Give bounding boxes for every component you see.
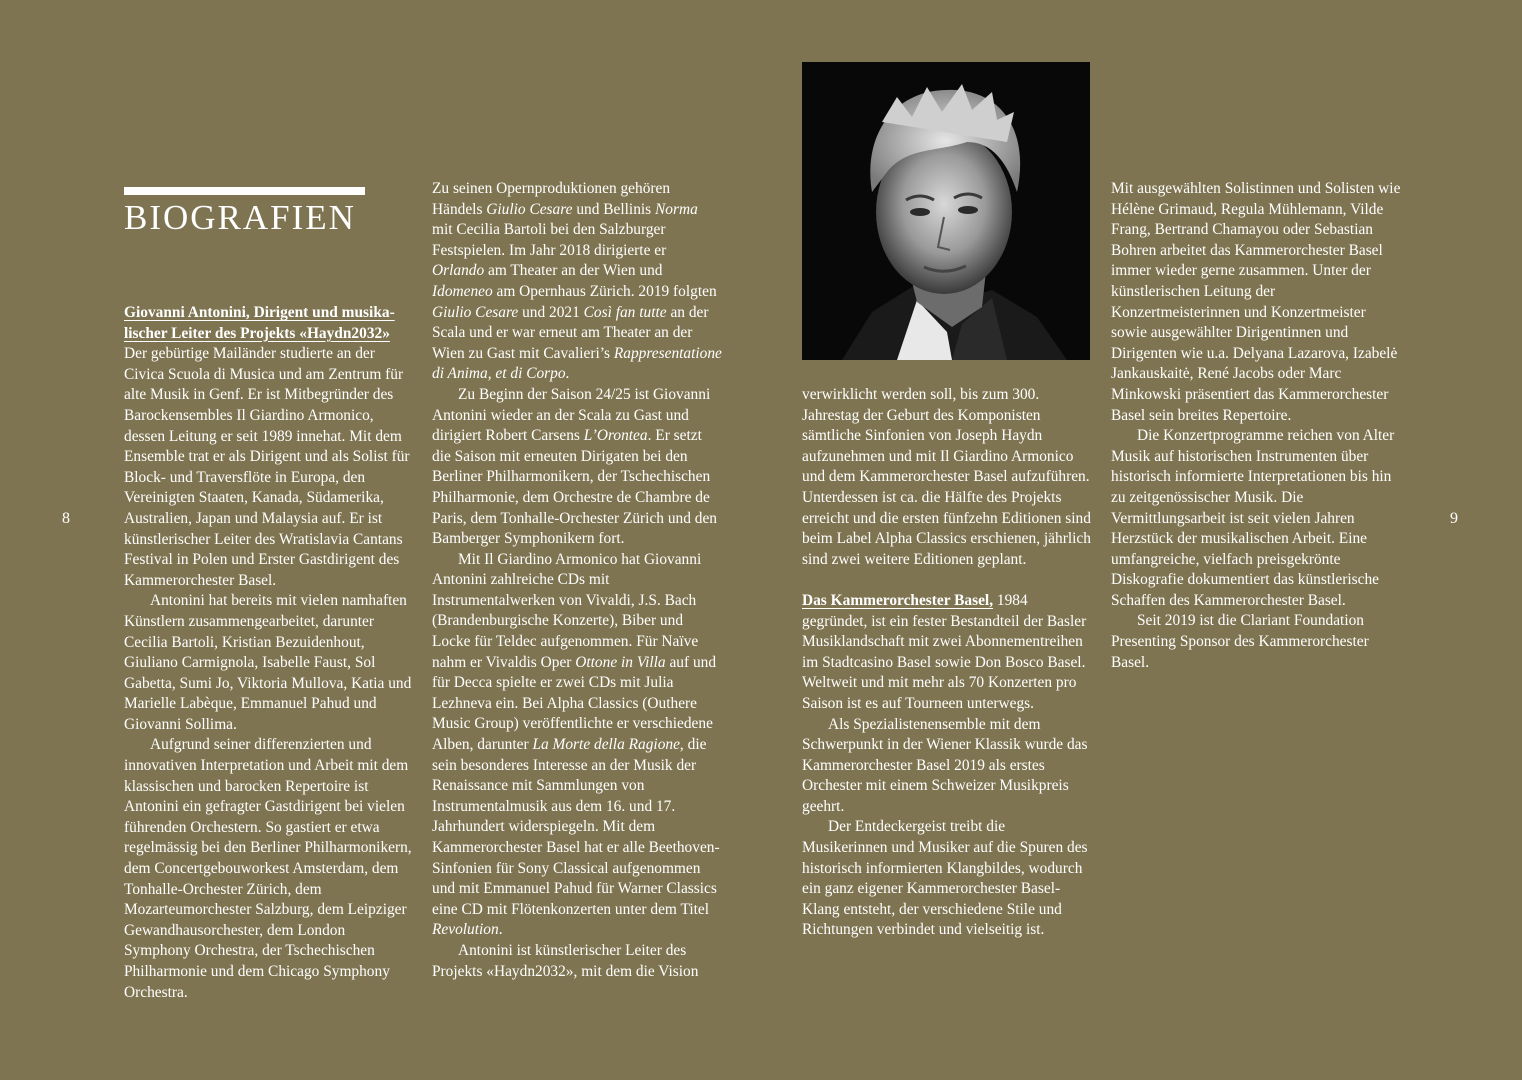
kammerorchester-lead: Das Kammerorchester Basel, 1984 gegründet, ist ein fester Bestandteil der Basler Musiklandschaft mit zwei Abonnementreihen im Stadtcasino Basel sowie Don Bosco Basel. Weltweit und mit mehr als 70 Konzerten pro Saison ist es auf Tourneen unterwegs.	[802, 591, 1087, 712]
antonini-heading: Giovanni Antonini, Dirigent und musika-lischer Leiter des Projekts «Haydn2032»	[124, 304, 395, 342]
page-number-left: 8	[62, 510, 70, 527]
paragraph: Der gebürtige Mailänder studierte an der Civica Scuola di Musica und am Zentrum für alte Musik in Genf. Er ist Mitbegründer des Barockensembles Il Giardino Armonico, dessen Leitung er seit 1989 innehat. Mit dem Ensemble trat er als Dirigent und als Solist für Block- und Traversflöte in Europa, den Vereinigten Staaten, Kanada, Südamerika, Australien, Japan und Malaysia auf. Er ist künstlerischer Leiter des Wratislavia Cantans Festival in Polen und Erster Gastdirigent des Kammerorchester Basel.	[124, 345, 410, 589]
paragraph: Seit 2019 ist die Clariant Foundation Presenting Sponsor des Kammerorchester Basel.	[1111, 612, 1369, 671]
portrait-illustration	[802, 62, 1090, 360]
paragraph: Mit Il Giardino Armonico hat Giovanni Antonini zahlreiche CDs mit Instrumentalwerken von Vivaldi, J.S. Bach (Brandenburgische Konzerte), Biber und Locke für Teldec aufgenommen. Für Naïve nahm er Vivaldis Oper Ottone in Villa auf und für Decca spielte er zwei CDs mit Julia Lezhneva ein. Bei Alpha Classics (Outhere Music Group) veröffentlichte er verschiedene Alben, darunter La Morte della Ragione, die sein besonderes Interesse an der Musik der Renaissance mit Sammlungen von Instrumentalmusik aus dem 16. und 17. Jahrhundert widerspiegeln. Mit dem Kammerorchester Basel hat er alle Beethoven-Sinfonien für Sony Classical aufgenommen und mit Emmanuel Pahud für Warner Classics eine CD mit Flötenkonzerten unter dem Titel Revolution.	[432, 550, 720, 939]
page-heading: BIOGRAFIEN	[124, 198, 356, 237]
column-3	[802, 385, 1092, 941]
paragraph: Mit ausgewählten Solistinnen und Solisten wie Hélène Grimaud, Regula Mühlemann, Vilde Frang, Bertrand Chamayou oder Sebastian Bohren arbeitet das Kammerorchester Basel immer wieder gerne zusammen. Unter der künstlerischen Leitung der Konzertmeisterinnen und Konzertmeister sowie ausgewählter Dirigentinnen und Dirigenten wie u.a. Delyana Lazarova, Izabelė Jankauskaitė, René Jacobs oder Marc Minkowski präsentiert das Kammerorchester Basel sein breites Repertoire.	[1111, 180, 1401, 424]
paragraph: verwirklicht werden soll, bis zum 300. Jahrestag der Geburt des Komponisten sämtliche Sinfonien von Joseph Haydn aufzunehmen und mit Il Giardino Armonico und dem Kammerorchester Basel aufzuführen. Unterdessen ist ca. die Hälfte des Projekts erreicht und die ersten fünfzehn Editionen sind beim Label Alpha Classics erschienen, jährlich sind zwei weitere Editionen geplant.	[802, 386, 1091, 568]
paragraph: Der Entdeckergeist treibt die Musikerinnen und Musiker auf die Spuren des historisch informierten Klangbildes, wodurch ein ganz eigener Kammerorchester Basel-Klang entsteht, der verschiedene Stile und Richtungen verbindet und vielseitig ist.	[802, 818, 1088, 939]
column-1	[124, 303, 414, 1003]
heading-rule	[124, 187, 365, 195]
antonini-lead	[124, 303, 414, 344]
paragraph: Aufgrund seiner differenzierten und innovativen Interpretation und Arbeit mit dem klassischen und barocken Repertoire ist Antonini ein gefragter Gastdirigent bei vielen führenden Orchestern. So gastiert er etwa regelmässig bei den Berliner Philharmonikern, dem Concertgebouworkest Amsterdam, dem Tonhalle-Orchester Zürich, dem Mozarteumorchester Salzburg, dem Leipziger Gewandhausorchester, dem London Symphony Orchestra, der Tschechischen Philharmonie und dem Chicago Symphony Orchestra.	[124, 736, 412, 1001]
paragraph: Zu seinen Opernproduktionen gehören Händels Giulio Cesare und Bellinis Norma mit Cecilia Bartoli bei den Salzburger Festspielen. Im Jahr 2018 dirigierte er Orlando am Theater an der Wien und Idomeneo am Opernhaus Zürich. 2019 folgten Giulio Cesare und 2021 Così fan tutte an der Scala und er war erneut am Theater an der Wien zu Gast mit Cavalieri’s Rappresentatione di Anima, et di Corpo.	[432, 180, 722, 383]
paragraph: Als Spezialistenensemble mit dem Schwerpunkt in der Wiener Klassik wurde das Kammerorchester Basel 2019 als erstes Orchester mit einem Schweizer Musikpreis geehrt.	[802, 715, 1088, 815]
column-4	[1111, 179, 1401, 673]
paragraph: Zu Beginn der Saison 24/25 ist Giovanni Antonini wieder an der Scala zu Gast und dirigiert Robert Carsens L’Orontea. Er setzt die Saison mit erneuten Dirigaten bei den Berliner Philharmonikern, der Tschechischen Philharmonie, dem Orchestre de Chambre de Paris, dem Tonhalle-Orchester Zürich und den Bamberger Symphonikern fort.	[432, 385, 717, 548]
paragraph: Antonini ist künstlerischer Leiter des Projekts «Haydn2032», mit dem die Vision	[432, 941, 699, 980]
paragraph: Antonini hat bereits mit vielen namhaften Künstlern zusammengearbeitet, darunter Cecilia Bartoli, Kristian Bezuidenhout, Giuliano Carmignola, Isabelle Faust, Sol Gabetta, Sumi Jo, Viktoria Mullova, Katia und Marielle Labèque, Emmanuel Pahud und Giovanni Sollima.	[124, 592, 412, 733]
column-2	[432, 179, 722, 982]
kammerorchester-heading: Das Kammerorchester Basel,	[802, 591, 994, 609]
page-number-right: 9	[1450, 510, 1458, 527]
paragraph: Die Konzertprogramme reichen von Alter Musik auf historischen Instrumenten über historisch informierte Interpretationen bis hin zu zeitgenössischer Musik. Die Vermittlungsarbeit ist seit vielen Jahren Herzstück der musikalischen Arbeit. Eine umfangreiche, vielfach preisgekrönte Diskografie dokumentiert das künstlerische Schaffen des Kammerorchester Basel.	[1111, 427, 1395, 609]
portrait-photo	[802, 62, 1090, 360]
